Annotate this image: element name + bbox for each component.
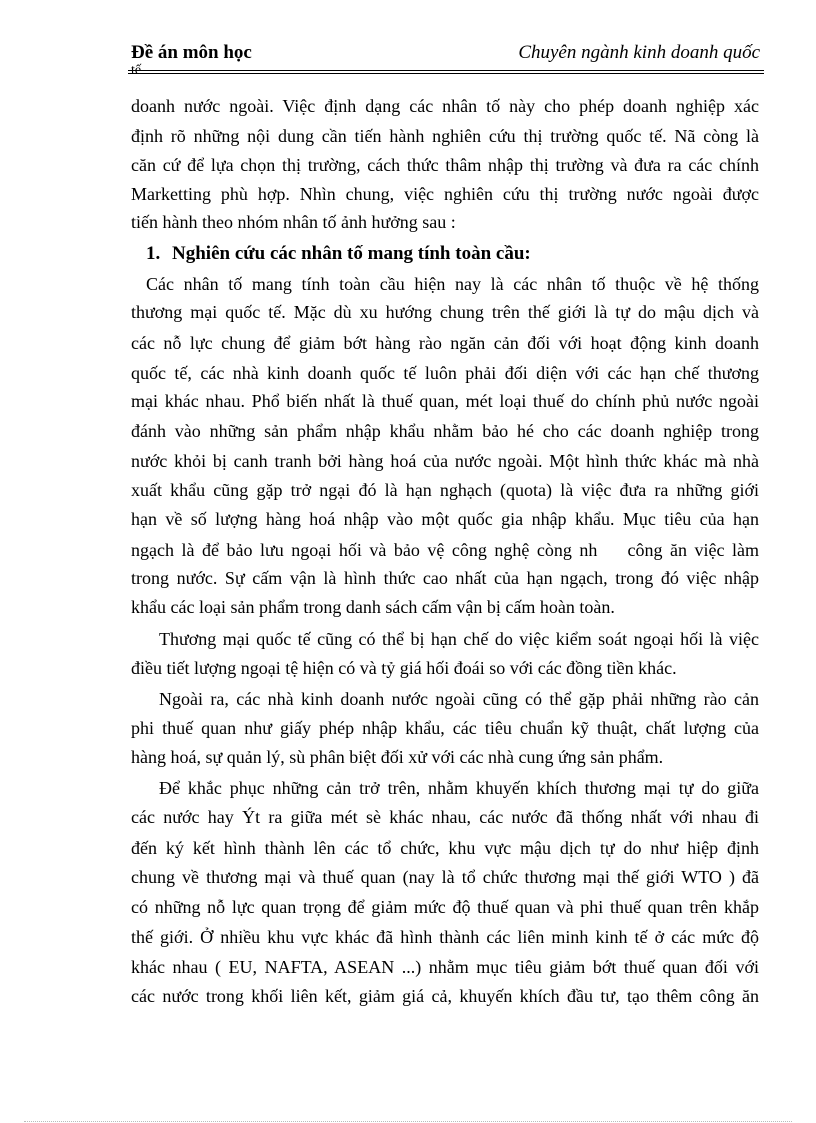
- body-line: phi thuế quan như giấy phép nhập khẩu, các tiêu chuẩn kỹ thuật, chất lượng của: [131, 718, 759, 738]
- body-line: trong nước. Sự cấm vận là hình thức cao nhất của hạn ngạch, trong đó việc nhập: [131, 568, 759, 588]
- body-line: các nước hay Ýt ra giữa mét sè khác nhau, các nước đã thống nhất với nhau đi: [131, 807, 759, 827]
- body-line: Thương mại quốc tế cũng có thể bị hạn chế do việc kiểm soát ngoại hối là việc: [159, 629, 759, 649]
- body-line: ngạch là để bảo lưu ngoại hối và bảo vệ công nghệ còng nh công ăn việc làm: [131, 540, 759, 560]
- section-heading: [146, 243, 531, 265]
- header-major-title-wrap: tế: [131, 63, 142, 78]
- body-line: quốc tế, các nhà kinh doanh quốc tế luôn phải đối diện với các hạn chế thương: [131, 363, 759, 383]
- body-line: chung về thương mại và thuế quan (nay là tổ chức thương mại thế giới WTO ) đã: [131, 867, 759, 887]
- body-line: Để khắc phục những cản trở trên, nhằm khuyến khích thương mại tự do giữa: [159, 778, 759, 798]
- section-title: Nghiên cứu các nhân tố mang tính toàn cầu:: [172, 243, 531, 264]
- body-line: Marketting phù hợp. Nhìn chung, việc nghiên cứu thị trường nước ngoài được: [131, 184, 759, 204]
- body-line: tiến hành theo nhóm nhân tố ảnh hưởng sau :: [131, 212, 456, 232]
- body-line: khẩu các loại sản phẩm trong danh sách cấm vận bị cấm hoàn toàn.: [131, 597, 615, 617]
- body-line: căn cứ để lựa chọn thị trường, cách thức thâm nhập thị trường và đưa ra các chính: [131, 155, 759, 175]
- body-line: Các nhân tố mang tính toàn cầu hiện nay là các nhân tố thuộc về hệ thống: [146, 274, 759, 294]
- body-line: hạn về số lượng hàng hoá nhập vào một quốc gia nhập khẩu. Mục tiêu của hạn: [131, 509, 759, 529]
- section-number: 1.: [146, 243, 161, 264]
- header-rule-bottom: [128, 73, 764, 74]
- body-line: mại khác nhau. Phổ biến nhất là thuế quan, mét loại thuế do chính phủ nước ngoài: [131, 391, 759, 411]
- body-line: điều tiết lượng ngoại tệ hiện có và tỷ giá hối đoái so với các đồng tiền khác.: [131, 658, 677, 678]
- body-line: nước khỏi bị canh tranh bởi hàng hoá của nước ngoài. Một hình thức khác mà nhà: [131, 451, 759, 471]
- body-line: có những nỗ lực quan trọng để giảm mức độ thuế quan và phi thuế quan trên khắp: [131, 897, 759, 917]
- body-line: đến ký kết hình thành lên các tổ chức, khu vực mậu dịch tự do như hiệp định: [131, 838, 759, 858]
- body-line: khác nhau ( EU, NAFTA, ASEAN ...) nhằm mục tiêu giảm bớt thuế quan đối với: [131, 957, 759, 977]
- header-course-title: Đề án môn học: [131, 42, 252, 63]
- body-line: Ngoài ra, các nhà kinh doanh nước ngoài cũng có thể gặp phải những rào cản: [159, 689, 759, 709]
- header-rule-top: [128, 70, 764, 71]
- body-line: xuất khẩu cũng gặp trở ngại đó là hạn nghạch (quota) là việc đưa ra những giới: [131, 480, 759, 500]
- body-line: định rõ những nội dung cần tiến hành nghiên cứu thị trường quốc tế. Nã còng là: [131, 126, 759, 146]
- body-line: các nỗ lực chung để giảm bớt hàng rào ngăn cản đối với hoạt động kinh doanh: [131, 333, 759, 353]
- body-line: doanh nước ngoài. Việc định dạng các nhân tố này cho phép doanh nghiệp xác: [131, 96, 759, 116]
- body-line: đánh vào những sản phẩm nhập khẩu nhằm bảo hé cho các doanh nghiệp trong: [131, 421, 759, 441]
- header-major-title: Chuyên ngành kinh doanh quốc: [518, 42, 760, 63]
- page-bottom-border: [24, 1121, 792, 1122]
- body-line: các nước trong khối liên kết, giảm giá cả, khuyến khích đầu tư, tạo thêm công ăn: [131, 986, 759, 1006]
- body-line: hàng hoá, sự quản lý, sù phân biệt đối xử với các nhà cung ứng sản phẩm.: [131, 747, 664, 767]
- body-line: thế giới. Ở nhiều khu vực khác đã hình thành các liên minh kinh tế ở các mức độ: [131, 927, 759, 947]
- body-line: thương mại quốc tế. Mặc dù xu hướng chung trên thế giới là tự do mậu dịch và: [131, 302, 759, 322]
